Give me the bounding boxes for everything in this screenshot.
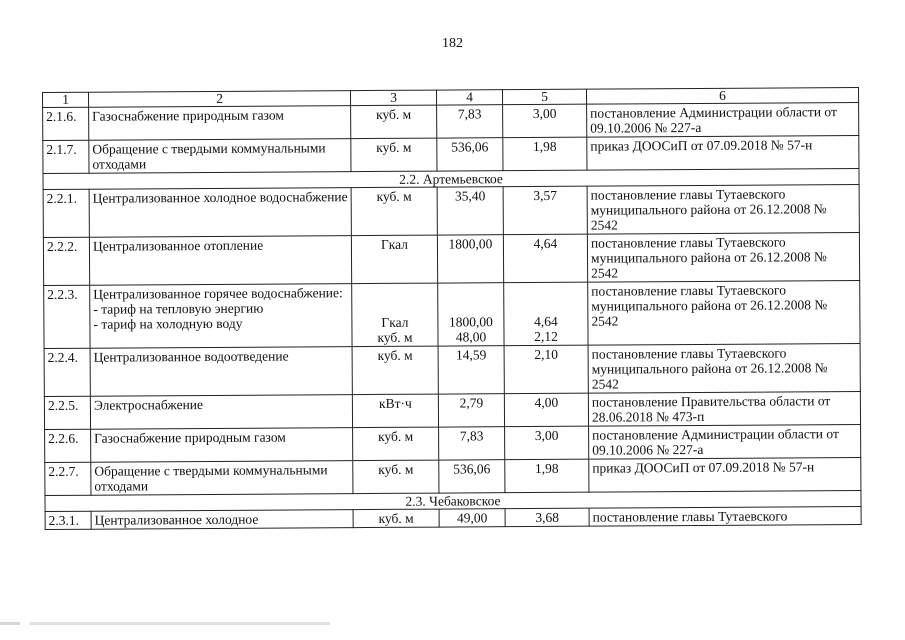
- volume-value: 2,79: [438, 394, 504, 427]
- document-reference: постановление главы Тутаевского муниципального района от 26.12.2008 № 2542: [588, 281, 860, 346]
- table-row: [44, 281, 860, 349]
- service-name: Газоснабжение природным газом: [91, 428, 353, 463]
- document-reference: постановление главы Тутаевского: [589, 507, 861, 527]
- scan-artifact: [0, 622, 330, 625]
- tariff-value: 4,64 2,12: [504, 282, 588, 346]
- service-name: Обращение с твердыми коммунальными отходами: [89, 139, 351, 174]
- volume-value: 1800,00 48,00: [438, 283, 504, 346]
- header-cell: 1: [43, 92, 89, 107]
- service-name: Газоснабжение природным газом: [89, 106, 351, 141]
- tariff-value: 4,64: [503, 234, 587, 283]
- service-name: Обращение с твердыми коммунальными отходами: [91, 461, 353, 496]
- document-reference: постановление Правительства области от 28.06.2018 № 473-п: [588, 392, 860, 427]
- section-title: 2.3. Чебаковское: [45, 491, 861, 512]
- service-name: Централизованное холодное: [91, 510, 353, 530]
- row-number: 2.2.3.: [44, 285, 90, 348]
- document-reference: постановление главы Тутаевского муниципального района от 26.12.2008 № 2542: [587, 185, 859, 235]
- table-row: [45, 458, 861, 496]
- row-number: 2.1.7.: [43, 140, 89, 173]
- table-row: [44, 344, 860, 397]
- tariff-value: 2,10: [504, 345, 588, 394]
- unit-cell: Гкал: [351, 235, 437, 284]
- table-row: [44, 392, 860, 430]
- document-reference: постановление Администрации области от 09.10.2006 № 227-а: [589, 425, 861, 460]
- volume-value: 1800,00: [437, 235, 503, 283]
- tariff-table-container: [42, 87, 861, 530]
- tariff-value: 3,00: [503, 104, 587, 138]
- document-reference: постановление главы Тутаевского муниципального района от 26.12.2008 № 2542: [587, 233, 859, 283]
- tariff-value: 4,00: [504, 393, 588, 427]
- volume-value: 7,83: [437, 105, 503, 138]
- row-number: 2.2.1.: [43, 189, 89, 237]
- unit-cell: Гкал куб. м: [352, 283, 438, 347]
- table-row: [45, 425, 861, 463]
- document-reference: приказ ДООСиП от 07.09.2018 № 57-н: [589, 458, 861, 493]
- row-number: 2.3.1.: [45, 511, 91, 529]
- row-number: 2.1.6.: [43, 107, 89, 140]
- tariff-value: 1,98: [505, 459, 589, 493]
- table-row: [45, 507, 861, 530]
- unit-cell: куб. м: [353, 427, 439, 461]
- tariff-value: 3,57: [503, 186, 587, 235]
- tariff-table: [42, 87, 862, 530]
- tariff-value: 3,00: [505, 426, 589, 460]
- document-reference: приказ ДООСиП от 07.09.2018 № 57-н: [587, 136, 859, 171]
- row-number: 2.2.5.: [44, 396, 90, 429]
- volume-value: 536,06: [437, 138, 503, 171]
- header-cell: 5: [502, 89, 586, 105]
- volume-value: 49,00: [439, 509, 505, 527]
- service-name: Централизованное водоотведение: [90, 347, 352, 397]
- table-row: [43, 233, 859, 286]
- service-name: Электроснабжение: [90, 395, 352, 430]
- unit-cell: куб. м: [351, 138, 437, 172]
- unit-cell: куб. м: [353, 460, 439, 494]
- tariff-value: 1,98: [503, 137, 587, 171]
- document-reference: постановление Администрации области от 09.10.2006 № 227-а: [587, 103, 859, 138]
- volume-value: 7,83: [439, 427, 505, 460]
- header-cell: 2: [89, 91, 351, 108]
- header-cell: 4: [436, 90, 502, 105]
- unit-cell: куб. м: [352, 346, 438, 395]
- table-row: [43, 185, 859, 238]
- header-cell: 3: [350, 90, 436, 106]
- tariff-value: 3,68: [505, 508, 589, 527]
- row-number: 2.2.7.: [45, 462, 91, 495]
- unit-cell: куб. м: [351, 105, 437, 139]
- unit-cell: кВт·ч: [352, 394, 438, 428]
- row-number: 2.2.6.: [45, 429, 91, 462]
- table-row: [43, 103, 859, 141]
- unit-cell: куб. м: [353, 509, 439, 528]
- service-name: Централизованное холодное водоснабжение: [89, 188, 351, 238]
- header-cell: 6: [586, 88, 858, 105]
- volume-value: 35,40: [437, 187, 503, 235]
- document-reference: постановление главы Тутаевского муниципального района от 26.12.2008 № 2542: [588, 344, 860, 394]
- row-number: 2.2.4.: [44, 348, 90, 396]
- page-number: 182: [442, 36, 463, 51]
- service-name: Централизованное горячее водоснабжение: - тариф на тепловую энергию - тариф на холодную воду: [90, 284, 352, 349]
- volume-value: 14,59: [438, 346, 504, 394]
- service-name: Централизованное отопление: [89, 236, 351, 286]
- section-title: 2.2. Артемьевское: [43, 169, 859, 190]
- row-number: 2.2.2.: [43, 237, 89, 285]
- unit-cell: куб. м: [351, 187, 437, 236]
- volume-value: 536,06: [439, 460, 505, 493]
- table-row: [43, 136, 859, 174]
